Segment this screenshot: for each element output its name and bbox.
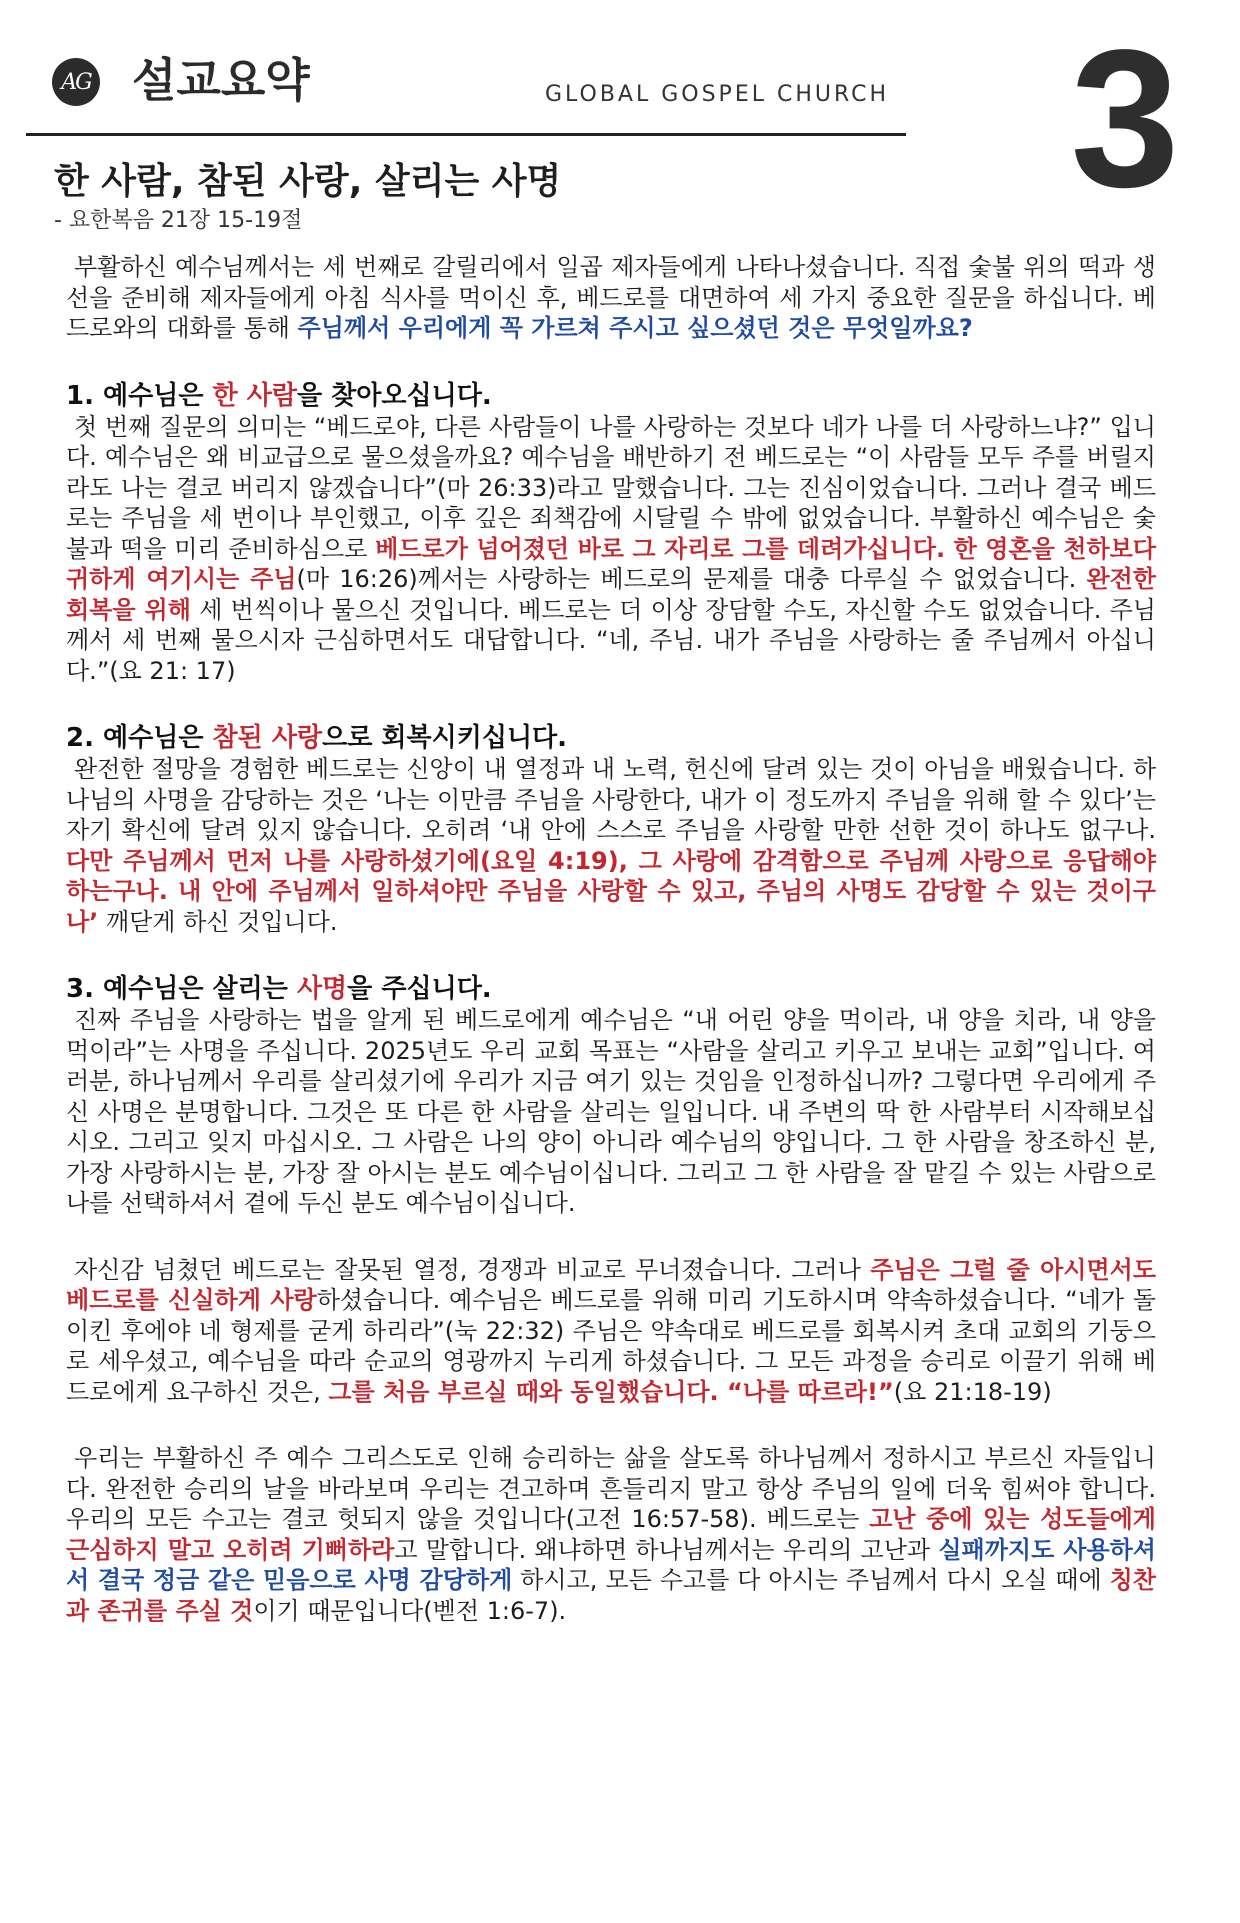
church-name: GLOBAL GOSPEL CHURCH (545, 82, 890, 107)
para6-highlight-1: 고난 중에 있는 성도들에게 근심하지 말고 오히려 기뻐하라 (66, 1505, 1156, 1564)
section-1-heading: 1. 예수님은 한 사람을 찾아오십니다. (66, 380, 492, 411)
para6-highlight-2: 칭찬과 존귀를 주실 것 (66, 1566, 1156, 1625)
paragraph-peter-restoration: 자신감 넘쳤던 베드로는 잘못된 열정, 경쟁과 비교로 무너졌습니다. 그러나 주님은 그럴 줄 아시면서도 베드로를 신실하게 사랑하셨습니다. 예수님은 베드로를 위해 미리 기도하시며 약속하셨습니다. “네가 돌이킨 후에야 네 형제를 굳게 하리라”(눅 22:32) 주님은 약속대로 베드로를 회복시켜 초대 교회의 기둥으로 세우셨고, 예수님을 따라 순교의 영광까지 누리게 하셨습니다. 그 모든 과정을 승리로 이끌기 위해 베드로에게 요구하신 것은, 그를 처음 부르실 때와 동일했습니다. “나를 따르라!”(요 21:18-19) (66, 1255, 1157, 1406)
bulletin-title: 설교요약 (132, 53, 310, 107)
section-2-heading: 2. 예수님은 참된 사랑으로 회복시키십니다. (66, 723, 568, 753)
section-1-highlight-2: 완전한 회복을 위해 (66, 565, 1156, 624)
church-logo-icon: AG (52, 58, 100, 106)
section-2-paragraph: 완전한 절망을 경험한 베드로는 신앙이 내 열정과 내 노력, 헌신에 달려 있는 것이 아님을 배웠습니다. 하나님의 사명을 감당하는 것은 ‘나는 이만큼 주님을 사랑한다, 내가 이 정도까지 주님을 위해 할 수 있다’는 자기 확신에 달려 있지 않습니다. 오히려 ‘내 안에 스스로 주님을 사랑할 만한 선한 것이 하나도 없구나. 다만 주님께서 먼저 나를 사랑하셨기에(요일 4:19), 그 사랑에 감격함으로 주님께 사랑으로 응답해야 하는구나. 내 안에 주님께서 일하셔야만 주님을 사랑할 수 있고, 주님의 사명도 감당할 수 있는 것이구나’ 깨닫게 하신 것입니다. (66, 755, 1156, 936)
para5-highlight-2: 그를 처음 부르실 때와 동일했습니다. “나를 따르라!” (328, 1377, 894, 1406)
scripture-reference: - 요한복음 21장 15-19절 (54, 208, 303, 233)
section-3-heading: 3. 예수님은 살리는 사명을 주십니다. (66, 974, 492, 1004)
section-3-paragraph: 진짜 주님을 사랑하는 법을 알게 된 베드로에게 예수님은 “내 어린 양을 먹이라, 내 양을 치라, 내 양을 먹이라”는 사명을 주십니다. 2025년도 우리 교회 목표는 “사람을 살리고 키우고 보내는 교회”입니다. 여러분, 하나님께서 우리를 살리셨기에 우리가 지금 여기 있는 것임을 인정하십니까? 그렇다면 우리에게 주신 사명은 분명합니다. 그것은 또 다른 한 사람을 살리는 일입니다. 내 주변의 딱 한 사람부터 시작해보십시오. 그리고 잊지 마십시오. 그 사람은 나의 양이 아니라 예수님의 양입니다. 그 한 사람을 창조하신 분, 가장 사랑하시는 분, 가장 잘 아시는 분도 예수님이십니다. 그리고 그 한 사람을 잘 맡길 수 있는 사람으로 나를 선택하셔서 곁에 두신 분도 예수님이십니다. (66, 1006, 1156, 1217)
section-2-highlight: 다만 주님께서 먼저 나를 사랑하셨기에(요일 4:19), 그 사랑에 감격함으로 주님께 사랑으로 응답해야 하는구나. 내 안에 주님께서 일하셔야만 주님을 사랑할 수 있고, 주님의 사명도 감당할 수 있는 것이구나’ (66, 846, 1156, 936)
header-divider (26, 133, 906, 136)
section-1-highlight-1: 베드로가 넘어졌던 바로 그 자리로 그를 데려가십니다. 한 영혼을 천하보다 귀하게 여기시는 주님 (66, 534, 1156, 593)
para5-highlight-1: 주님은 그럴 줄 아시면서도 베드로를 신실하게 사랑 (66, 1255, 1157, 1314)
paragraph-conclusion: 우리는 부활하신 주 예수 그리스도로 인해 승리하는 삶을 살도록 하나님께서 정하시고 부르신 자들입니다. 완전한 승리의 날을 바라보며 우리는 견고하며 흔들리지 말고 항상 주님의 일에 더욱 힘써야 합니다. 우리의 모든 수고는 결코 헛되지 않을 것입니다(고전 16:57-58). 베드로는 고난 중에 있는 성도들에게 근심하지 말고 오히려 기뻐하라고 말합니다. 왜냐하면 하나님께서는 우리의 고난과 실패까지도 사용하셔서 결국 정금 같은 믿음으로 사명 감당하게 하시고, 모든 수고를 다 아시는 주님께서 다시 오실 때에 칭찬과 존귀를 주실 것이기 때문입니다(벧전 1:6-7). (66, 1444, 1156, 1625)
section-1-paragraph: 첫 번째 질문의 의미는 “베드로야, 다른 사람들이 나를 사랑하는 것보다 네가 나를 더 사랑하느냐?” 입니다. 예수님은 왜 비교급으로 물으셨을까요? 예수님을 배반하기 전 베드로는 “이 사람들 모두 주를 버릴지라도 나는 결코 버리지 않겠습니다”(마 26:33)라고 말했습니다. 그는 진심이었습니다. 그러나 결국 베드로는 주님을 세 번이나 부인했고, 이후 깊은 죄책감에 시달릴 수 밖에 없었습니다. 부활하신 예수님은 숯불과 떡을 미리 준비하심으로 베드로가 넘어졌던 바로 그 자리로 그를 데려가십니다. 한 영혼을 천하보다 귀하게 여기시는 주님(마 16:26)께서는 사랑하는 베드로의 문제를 대충 다루실 수 없었습니다. 완전한 회복을 위해 세 번씩이나 물으신 것입니다. 베드로는 더 이상 장담할 수도, 자신할 수도 없었습니다. 주님께서 세 번째 물으시자 근심하면서도 대답합니다. “네, 주님. 내가 주님을 사랑하는 줄 주님께서 아십니다.”(요 21: 17) (66, 412, 1156, 685)
sermon-body (66, 252, 1156, 1626)
para6-highlight-blue: 실패까지도 사용하셔서 결국 정금 같은 믿음으로 사명 감당하게 (66, 1535, 1156, 1594)
issue-number: 3 (1070, 9, 1180, 228)
intro-question-highlight: 주님께서 우리에게 꼭 가르쳐 주시고 싶으셨던 것은 무엇일까요? (297, 314, 973, 342)
intro-paragraph: 부활하신 예수님께서는 세 번째로 갈릴리에서 일곱 제자들에게 나타나셨습니다. 직접 숯불 위의 떡과 생선을 준비해 제자들에게 아침 식사를 먹이신 후, 베드로를 대면하여 세 가지 중요한 질문을 하십니다. 베드로와의 대화를 통해 주님께서 우리에게 꼭 가르쳐 주시고 싶으셨던 것은 무엇일까요? (66, 253, 1156, 342)
sermon-title: 한 사람, 참된 사랑, 살리는 사명 (54, 161, 562, 202)
